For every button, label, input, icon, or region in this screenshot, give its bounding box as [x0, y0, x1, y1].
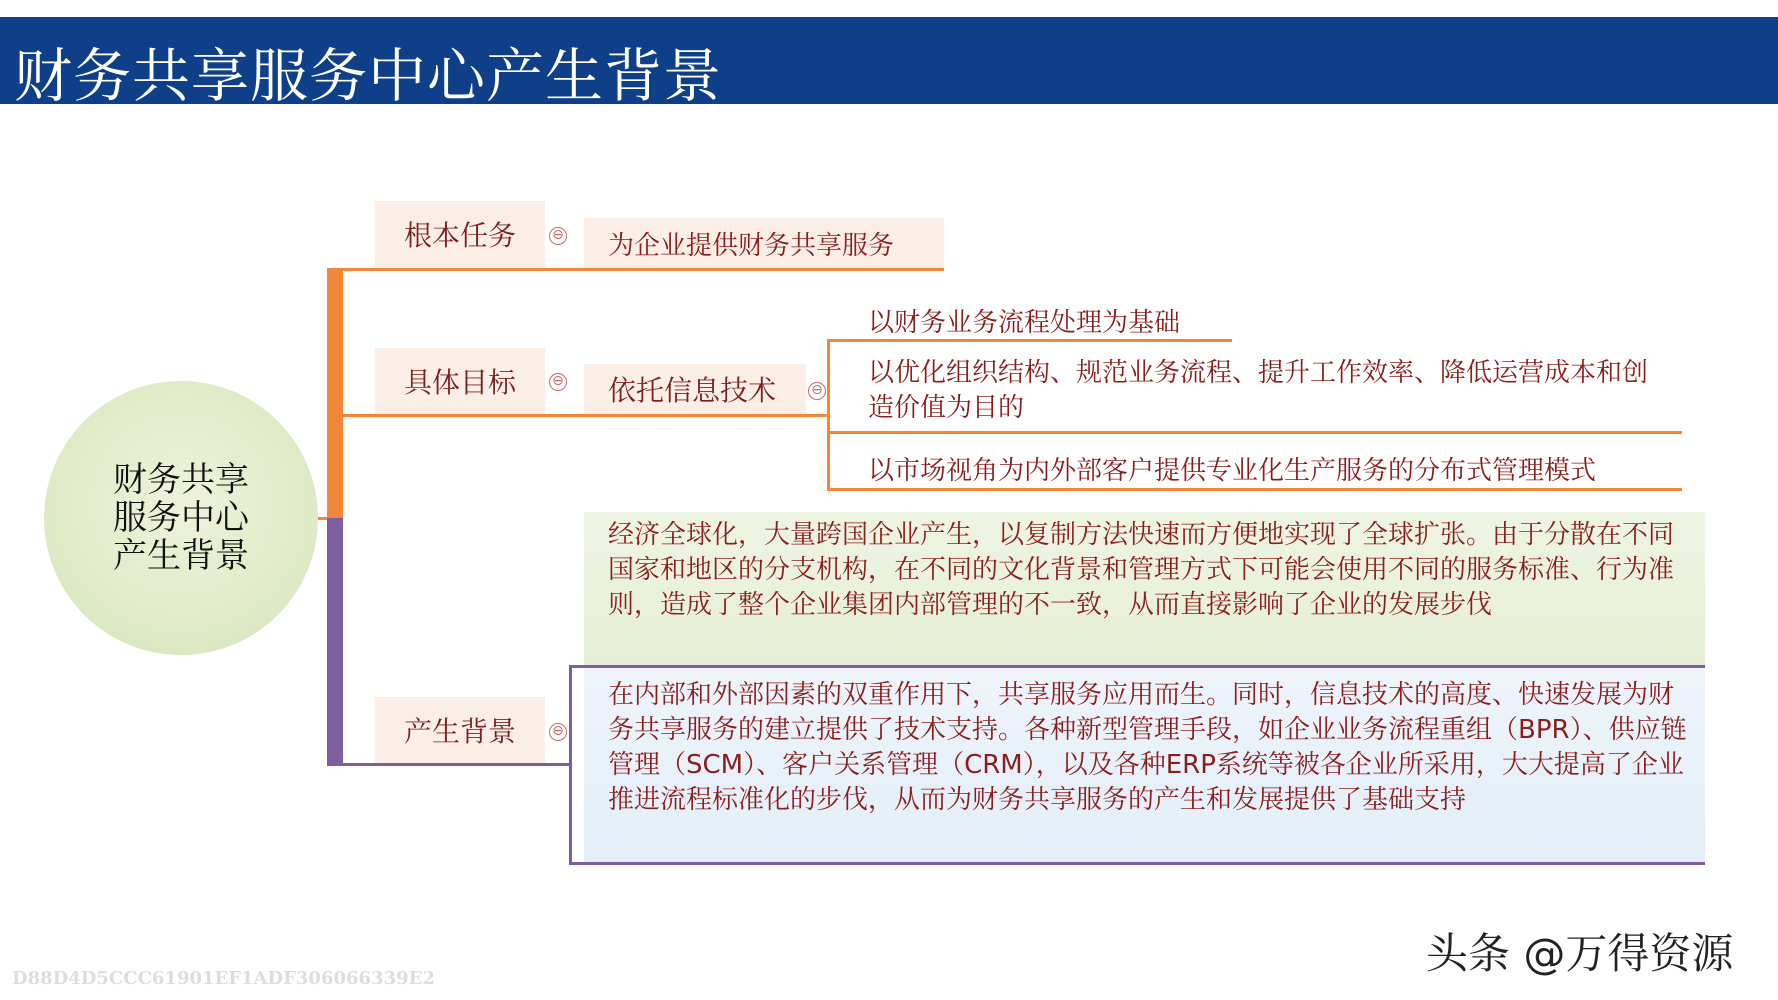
goal-sub-label[interactable]: 依托信息技术	[584, 364, 806, 414]
goal-bracket-line	[827, 339, 830, 491]
branch-task-line	[327, 268, 944, 271]
watermark-hash: D88D4D5CCC61901EF1ADF306066339E2	[12, 968, 435, 989]
watermark-source: 头条 @万得资源	[1426, 929, 1734, 978]
branch-background-line	[327, 763, 572, 766]
goal-item-3-line	[827, 488, 1682, 491]
branch-task-label[interactable]: 根本任务	[375, 201, 545, 267]
collapse-icon[interactable]: ⊖	[549, 227, 567, 245]
collapse-icon[interactable]: ⊖	[808, 382, 826, 400]
trunk-purple	[327, 518, 343, 765]
trunk-orange	[327, 269, 343, 520]
branch-goal-label[interactable]: 具体目标	[375, 348, 545, 414]
root-label: 财务共享 服务中心 产生背景	[113, 460, 249, 576]
branch-background-label[interactable]: 产生背景	[375, 697, 545, 763]
collapse-icon[interactable]: ⊖	[549, 723, 567, 741]
background-bracket-line	[569, 665, 572, 865]
goal-item-1-line	[827, 339, 1232, 342]
background-item-1: 经济全球化，大量跨国企业产生，以复制方法快速而方便地实现了全球扩张。由于分散在不同国家和地区的分支机构，在不同的文化背景和管理方式下可能会使用不同的服务标准、行为准则，造成了整个企业集团内部管理的不一致，从而直接影响了企业的发展步伐	[608, 520, 1675, 620]
page-title: 财务共享服务中心产生背景	[14, 42, 723, 110]
goal-item-2[interactable]: 以优化组织结构、规范业务流程、提升工作效率、降低运营成本和创造价值为目的	[868, 358, 1649, 423]
branch-goal-line	[327, 414, 827, 417]
root-node[interactable]	[44, 381, 318, 655]
background-item-2-line	[569, 862, 1705, 865]
background-item-2: 在内部和外部因素的双重作用下，共享服务应用而生。同时，信息技术的高度、快速发展为财务共享服务的建立提供了技术支持。各种新型管理手段，如企业业务流程重组（BPR）、供应链管理（SCM）、客户关系管理（CRM），以及各种ERP系统等被各企业所采用，大大提高了企业推进流程标准化的步伐，从而为财务共享服务的产生和发展提供了基础支持	[608, 680, 1687, 815]
collapse-icon[interactable]: ⊖	[549, 373, 567, 391]
goal-item-3[interactable]: 以市场视角为内外部客户提供专业化生产服务的分布式管理模式	[868, 456, 1597, 486]
goal-item-1[interactable]: 以财务业务流程处理为基础	[868, 308, 1181, 338]
background-item-2-box[interactable]	[584, 668, 1705, 862]
title-bar	[0, 17, 1778, 110]
background-item-1-box[interactable]	[584, 512, 1705, 665]
goal-item-2-line	[827, 431, 1682, 434]
task-content[interactable]: 为企业提供财务共享服务	[584, 218, 944, 268]
